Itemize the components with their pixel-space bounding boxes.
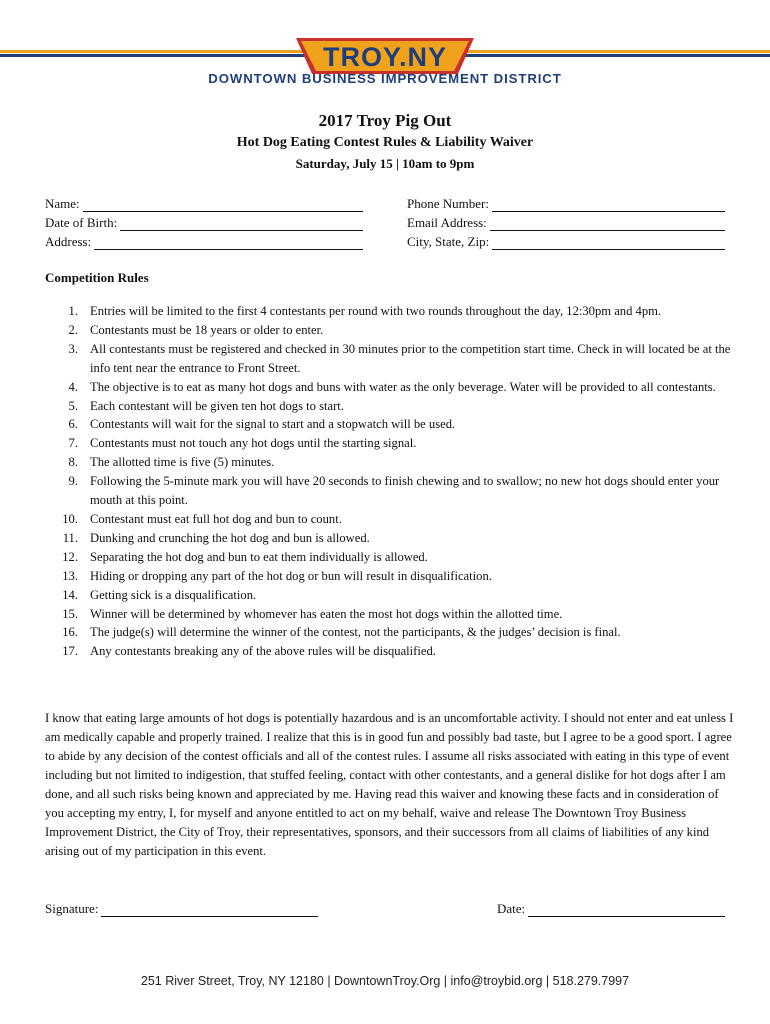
rule-number: 16. xyxy=(62,625,78,640)
rule-number: 5. xyxy=(68,398,78,413)
footer-contact: 251 River Street, Troy, NY 12180 | DowntownTroy.Org | info@troybid.org | 518.279.7997 xyxy=(140,974,630,988)
rule-text: Each contestant will be given ten hot dogs to start. xyxy=(90,398,344,413)
name-label: Name: xyxy=(45,196,80,211)
rule-text: Hiding or dropping any part of the hot dog or bun will result in disqualification. xyxy=(90,568,492,583)
logo-text: TROY.NY xyxy=(322,42,448,72)
rule-item xyxy=(45,378,735,397)
rule-text: Dunking and crunching the hot dog and bun is allowed. xyxy=(90,530,370,545)
rule-number: 10. xyxy=(62,511,78,526)
dob-input-line[interactable] xyxy=(120,218,363,231)
date-label: Date: xyxy=(497,901,526,916)
address-label: Address: xyxy=(45,234,92,249)
rule-text: Winner will be determined by whomever has eaten the most hot dogs within the allotted time. xyxy=(90,606,563,621)
rule-text: Entries will be limited to the first 4 contestants per round with two rounds throughout the day, 12:30pm and 4pm. xyxy=(90,304,662,318)
address-field[interactable] xyxy=(45,233,363,250)
troy-ny-logo xyxy=(296,36,474,76)
rule-number: 11. xyxy=(62,530,78,545)
rules-list xyxy=(45,302,735,661)
rule-text: Getting sick is a disqualification. xyxy=(90,587,257,602)
rule-item xyxy=(45,434,735,453)
rule-number: 15. xyxy=(62,606,78,621)
rule-number: 14. xyxy=(62,587,78,602)
event-date: Saturday, July 15 | 10am to 9pm xyxy=(295,156,475,171)
rule-text: Following the 5-minute mark you will have 20 seconds to finish chewing and to swallow; no new hot dogs should enter your mouth at this point. xyxy=(90,474,720,508)
rule-number: 13. xyxy=(62,568,78,583)
dob-label: Date of Birth: xyxy=(45,215,118,230)
rule-number: 17. xyxy=(62,644,78,659)
rule-number: 1. xyxy=(68,304,78,318)
page-subtitle: Hot Dog Eating Contest Rules & Liability Waiver xyxy=(236,135,534,150)
rule-item xyxy=(45,548,735,567)
rule-item xyxy=(45,623,735,642)
city-state-zip-label: City, State, Zip: xyxy=(407,234,490,249)
rule-text: The judge(s) will determine the winner of the contest, not the participants, & the judges’ decision is final. xyxy=(90,625,621,640)
address-input-line[interactable] xyxy=(94,237,363,250)
signature-field[interactable] xyxy=(45,900,318,917)
rule-item xyxy=(45,340,735,378)
signature-label: Signature: xyxy=(45,901,99,916)
rule-number: 12. xyxy=(62,549,78,564)
rule-text: Any contestants breaking any of the above rules will be disqualified. xyxy=(90,644,436,659)
rule-item xyxy=(45,605,735,624)
phone-input-line[interactable] xyxy=(492,199,725,212)
city-state-zip-input-line[interactable] xyxy=(492,237,725,250)
signature-input-line[interactable] xyxy=(101,904,318,917)
name-field[interactable] xyxy=(45,195,363,212)
page-title: 2017 Troy Pig Out xyxy=(318,111,452,130)
rule-number: 2. xyxy=(68,322,78,337)
rule-text: Separating the hot dog and bun to eat them individually is allowed. xyxy=(90,549,428,564)
rule-item xyxy=(45,415,735,434)
rule-text: Contestants will wait for the signal to start and a stopwatch will be used. xyxy=(90,417,456,432)
name-input-line[interactable] xyxy=(83,199,363,212)
rule-number: 3. xyxy=(68,341,78,356)
rule-text: The allotted time is five (5) minutes. xyxy=(90,455,275,470)
rule-item xyxy=(45,453,735,472)
date-field[interactable] xyxy=(497,900,725,917)
rule-number: 4. xyxy=(68,379,78,394)
rule-item xyxy=(45,472,735,510)
rule-item xyxy=(45,510,735,529)
troy-ny-logo-badge xyxy=(296,36,474,76)
district-name: DOWNTOWN BUSINESS IMPROVEMENT DISTRICT xyxy=(208,71,562,86)
rule-number: 7. xyxy=(68,436,78,451)
waiver-text: I know that eating large amounts of hot dogs is potentially hazardous and is an uncomfortable activity. I should not enter and eat unless I am medically capable and properly trained. I realize that this is in good fun and possibly bad taste, but I agree to be a good sport. I agree to abide by any decision of the contest officials and all of the contest rules. I assume all risks associated with eating in this type of event including but not limited to indigestion, that stuffed feeling, contact with other contestants, and a general dislike for hot dogs after I am done, and all such risks being known and appreciated by me. Having read this waiver and knowing these facts and in consideration of you accepting my entry, I, for myself and anyone entitled to act on my behalf, waive and release The Downtown Troy Business Improvement District, the City of Troy, their representatives, sponsors, and their successors from all claims of liabilities of any kind arising out of my participation in this event. xyxy=(45,711,734,858)
email-label: Email Address: xyxy=(407,215,487,230)
date-input-line[interactable] xyxy=(528,904,725,917)
rule-text: Contestant must eat full hot dog and bun to count. xyxy=(90,511,342,526)
rule-text: Contestants must be 18 years or older to enter. xyxy=(90,322,324,337)
rules-heading: Competition Rules xyxy=(45,270,149,285)
rule-number: 6. xyxy=(68,417,78,432)
dob-field[interactable] xyxy=(45,214,363,231)
rule-item xyxy=(45,642,735,661)
rule-item xyxy=(45,397,735,416)
rule-text: Contestants must not touch any hot dogs until the starting signal. xyxy=(90,436,417,451)
phone-label: Phone Number: xyxy=(407,196,489,211)
rule-number: 9. xyxy=(68,474,78,489)
email-field[interactable] xyxy=(407,214,725,231)
rule-text: The objective is to eat as many hot dogs and buns with water as the only beverage. Water will be provided to all contestants. xyxy=(90,379,716,394)
rule-item xyxy=(45,529,735,548)
rule-item xyxy=(45,586,735,605)
rule-text: All contestants must be registered and checked in 30 minutes prior to the competition start time. Check in will located be at the info tent near the entrance to Front Street. xyxy=(90,341,731,375)
rule-item xyxy=(45,302,735,321)
rule-item xyxy=(45,321,735,340)
phone-field[interactable] xyxy=(407,195,725,212)
rule-number: 8. xyxy=(68,455,78,470)
city-state-zip-field[interactable] xyxy=(407,233,725,250)
rule-item xyxy=(45,567,735,586)
email-input-line[interactable] xyxy=(490,218,725,231)
